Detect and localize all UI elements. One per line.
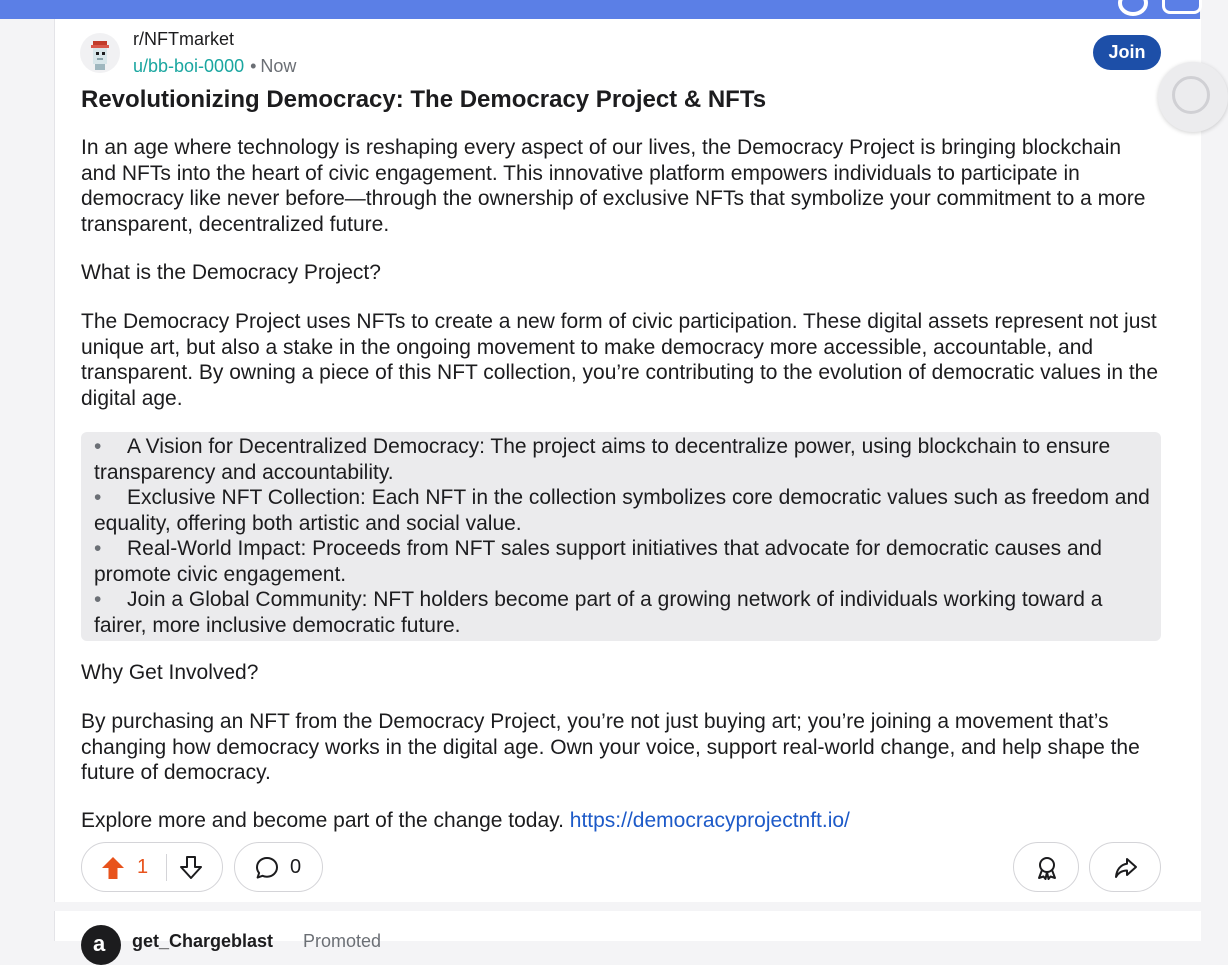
bullet-text: Exclusive NFT Collection: Each NFT in the collection symbolizes core democratic values such as freedom and equality, offering both artistic and social value. — [94, 486, 1150, 535]
share-arrow-icon — [1113, 855, 1139, 886]
refresh-icon — [1172, 76, 1210, 114]
upvote-arrow-icon[interactable] — [100, 855, 126, 886]
subreddit-name[interactable]: r/NFTmarket — [133, 29, 234, 49]
bullet-mark: • — [94, 537, 102, 560]
search-icon[interactable] — [1118, 0, 1148, 16]
external-link[interactable]: https://democracyprojectnft.io/ — [569, 809, 850, 832]
advertiser-name[interactable]: get_Chargeblast — [132, 931, 274, 951]
post-time: Now — [260, 56, 297, 76]
vote-control — [81, 842, 223, 892]
bullet-list — [81, 432, 1161, 641]
comment-count: 0 — [290, 856, 302, 878]
post-paragraph-2: The Democracy Project uses NFTs to create a new form of civic participation. These digital assets represent not just unique art, but also a stake in the ongoing movement to make democracy more accessible, accountable, and transparent. By owning a piece of this NFT collection, you’re contributing to the evolution of democratic values in the digital age. — [81, 310, 1159, 410]
meta-separator: • — [250, 56, 257, 76]
menu-button[interactable] — [1162, 0, 1202, 14]
bullet-mark: • — [94, 486, 102, 509]
closing-text: Explore more and become part of the change today. — [81, 809, 564, 832]
bullet-text: Real-World Impact: Proceeds from NFT sales support initiatives that advocate for democratic causes and promote civic engagement. — [94, 537, 1102, 586]
vote-divider — [166, 854, 167, 881]
list-item — [94, 485, 1154, 536]
advertiser-logo — [81, 925, 121, 965]
post-paragraph-1: In an age where technology is reshaping every aspect of our lives, the Democracy Project is bringing blockchain and NFTs into the heart of civic engagement. This innovative platform empowers individuals to participate in democracy like never before—through the ownership of exclusive NFTs that symbolize your commitment to a more transparent, decentralized future. — [81, 136, 1146, 236]
advertiser-logo-letter: a — [93, 931, 106, 956]
promoted-label: Promoted — [303, 931, 382, 951]
list-item — [94, 536, 1154, 587]
comment-button[interactable] — [234, 842, 323, 892]
join-button[interactable]: Join — [1093, 35, 1161, 70]
comment-bubble-icon — [254, 855, 280, 886]
post-heading-2: Why Get Involved? — [81, 661, 259, 684]
post-paragraph-3: By purchasing an NFT from the Democracy Project, you’re not just buying art; you’re joining a movement that’s changing how democracy works in the digital age. Own your voice, support real-world change, and help shape the future of democracy. — [81, 710, 1140, 784]
post-meta — [133, 56, 296, 77]
author-username[interactable]: u/bb-boi-0000 — [133, 56, 245, 76]
top-app-bar — [0, 0, 1200, 19]
downvote-arrow-icon[interactable] — [178, 855, 204, 886]
floating-scroll-button[interactable] — [1158, 62, 1228, 132]
post-paragraph-4 — [81, 808, 1161, 834]
post-heading-1: What is the Democracy Project? — [81, 261, 381, 284]
bullet-text: A Vision for Decentralized Democracy: The project aims to decentralize power, using blockchain to ensure transparency and accountability. — [94, 435, 1111, 484]
subreddit-avatar[interactable] — [80, 33, 120, 73]
promoted-post[interactable] — [54, 911, 1201, 956]
bullet-mark: • — [94, 588, 102, 611]
list-item — [94, 587, 1154, 638]
bullet-text: Join a Global Community: NFT holders become part of a growing network of individuals working toward a fairer, more inclusive democratic future. — [94, 588, 1103, 637]
award-button[interactable] — [1013, 842, 1079, 892]
share-button[interactable] — [1089, 842, 1161, 892]
list-item — [94, 434, 1154, 485]
award-ribbon-icon — [1034, 855, 1060, 886]
vote-count: 1 — [137, 856, 149, 878]
bullet-mark: • — [94, 435, 102, 458]
post-title[interactable]: Revolutionizing Democracy: The Democracy Project & NFTs — [81, 86, 767, 113]
